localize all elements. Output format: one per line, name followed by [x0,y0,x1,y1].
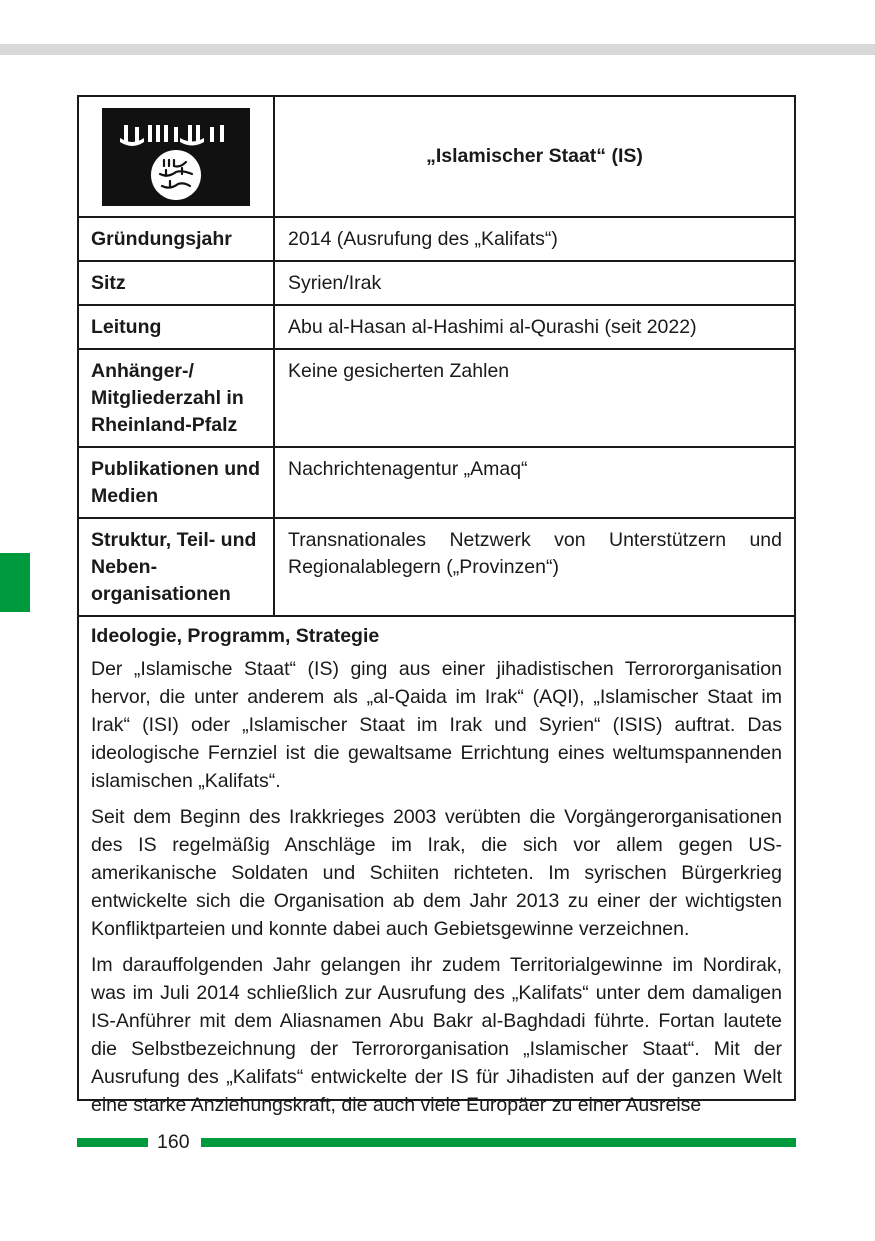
row-label: Publikationen und Medien [79,447,274,518]
row-value: Transnationales Netzwerk von Unterstützern und Regionalablegern („Provinzen“) [274,518,794,616]
top-divider-bar [0,44,875,55]
ideology-paragraph: Seit dem Beginn des Irakkrieges 2003 verübten die Vorgängerorganisationen des IS regelmäßig Anschläge im Irak, die sich vor allem gegen US-amerikanische Soldaten und Schiiten richteten. Im syrischen Bürgerkrieg entwickelte sich die Organisation ab dem Jahr 2013 zu einer der wichtigsten Konfliktparteien und konnte dabei auch Gebietsgewinne verzeichnen. [91,806,782,940]
profile-row-structure [79,518,794,616]
row-value: Abu al-Hasan al-Hashimi al-Qurashi (seit 2022) [274,305,794,349]
profile-header-row [79,97,794,217]
row-label: Leitung [79,305,274,349]
is-flag-image [102,108,250,206]
page-number: 160 [157,1131,190,1153]
row-label: Struktur, Teil- und Nebenorganisationen [79,518,274,616]
is-flag-graphic [102,108,250,206]
footer-bar-right [201,1138,796,1147]
page-footer [77,1130,796,1154]
profile-row-leadership [79,305,794,349]
row-label: Anhänger-/ Mitgliederzahl in Rheinland-Pfalz [79,349,274,447]
row-value: Keine gesicherten Zahlen [274,349,794,447]
row-value: 2014 (Ausrufung des „Kalifats“) [274,217,794,261]
chapter-side-tab [0,553,30,612]
ideology-paragraph: Der „Islamische Staat“ (IS) ging aus einer jihadistischen Terrororganisation hervor, die unter anderem als „al-Qaida im Irak“ (AQI), „Islamischer Staat im Irak“ (ISI) oder „Islamischer Staat im Irak und Syrien“ (ISIS) auftrat. Das ideologische Fernziel ist die gewaltsame Errichtung eines weltumspannenden islamischen „Kalifats“. [91,658,782,792]
profile-row-founding-year [79,217,794,261]
flag-cell [79,97,274,217]
profile-table [79,97,794,617]
row-label: Gründungsjahr [79,217,274,261]
row-value: Syrien/Irak [274,261,794,305]
organization-name: „Islamischer Staat“ (IS) [274,97,794,217]
footer-bar-left [77,1138,148,1147]
ideology-section [79,617,794,1119]
profile-row-seat [79,261,794,305]
profile-row-members [79,349,794,447]
organization-profile-box [77,95,796,1116]
ideology-heading: Ideologie, Programm, Strategie [91,625,380,647]
ideology-paragraph: Im darauffolgenden Jahr gelangen ihr zudem Territorialgewinne im Nordirak, was im Juli 2014 schließlich zur Ausrufung des „Kalifats“ unter dem damaligen IS-Anführer mit dem Aliasnamen Abu Bakr al-Baghdadi führte. Fortan lautete die Selbstbezeichnung der Terrororganisation „Islamischer Staat“. Mit der Ausrufung des „Kalifats“ entwickelte der IS für Jihadisten auf der ganzen Welt eine starke Anziehungskraft, die auch viele Europäer zu einer Ausreise [91,954,782,1116]
profile-row-publications [79,447,794,518]
row-value: Nachrichtenagentur „Amaq“ [274,447,794,518]
row-label: Sitz [79,261,274,305]
